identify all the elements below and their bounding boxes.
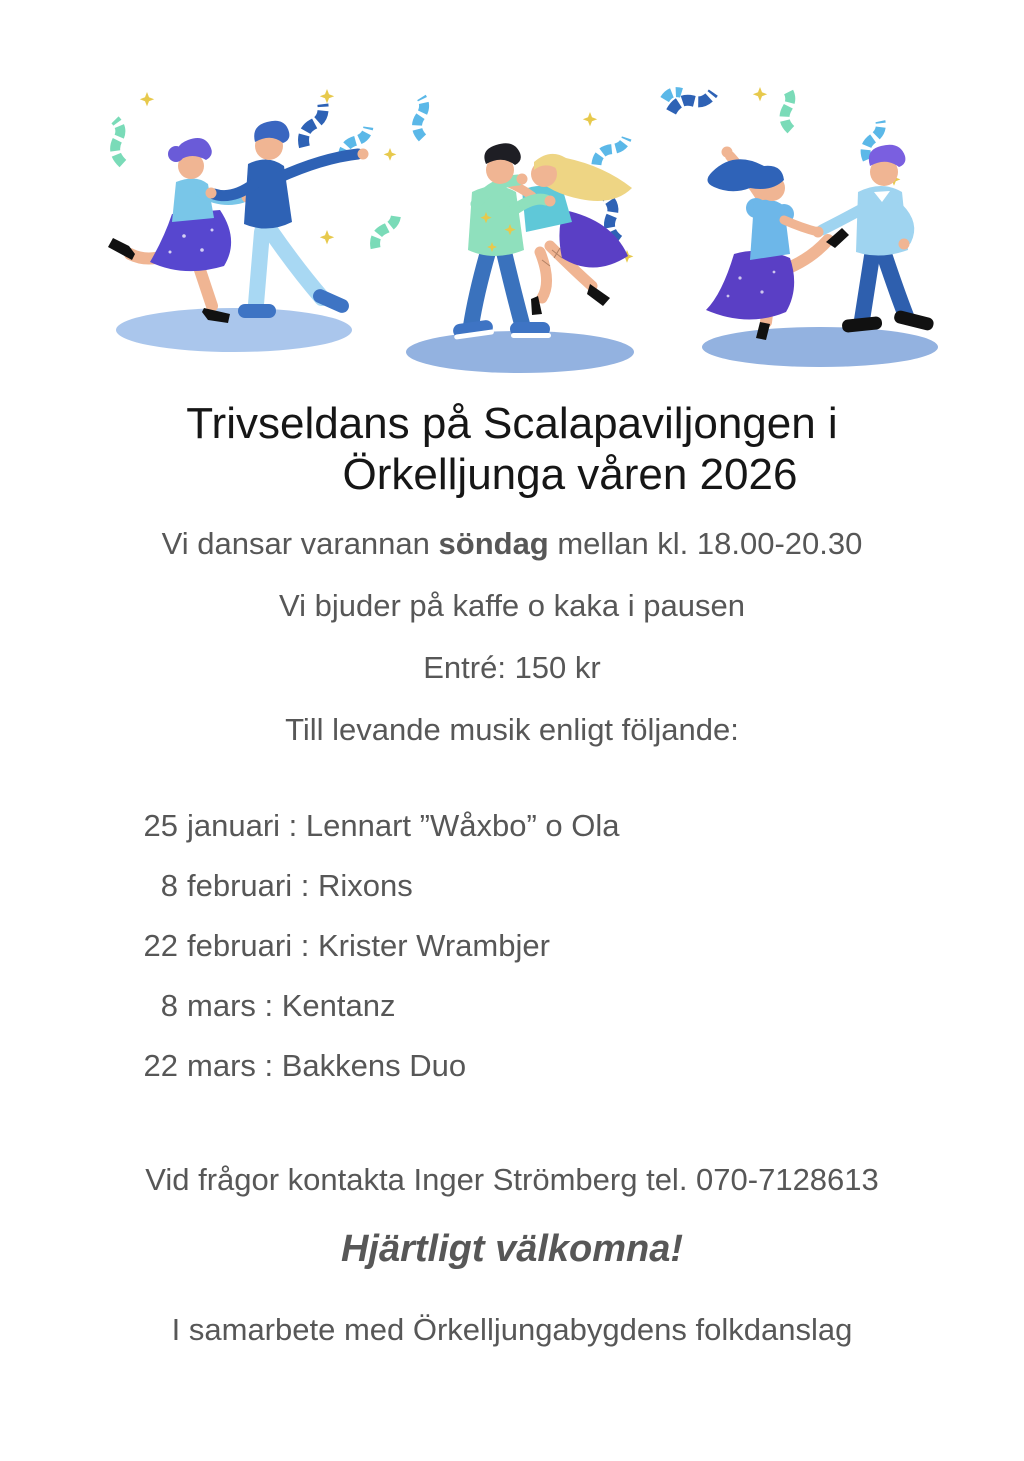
treat-line: Vi bjuder på kaffe o kaka i pausen (279, 588, 745, 623)
schedule-artist: mars : Kentanz (187, 988, 396, 1023)
intro-prefix: Vi dansar varannan (161, 526, 439, 561)
welcome-line: Hjärtligt välkomna! (340, 1228, 684, 1270)
schedule-artist: februari : Krister Wrambjer (187, 928, 550, 963)
schedule-item (140, 930, 620, 961)
schedule-day: 25 (143, 808, 178, 843)
right-couple (706, 145, 935, 340)
schedule-day: 8 (160, 988, 178, 1023)
intro-bold-word: söndag (438, 526, 549, 561)
left-couple (108, 121, 369, 323)
intro-line (0, 527, 1024, 561)
schedule-artist: januari : Lennart ”Wåxbo” o Ola (187, 808, 620, 843)
schedule-list (140, 810, 620, 1110)
schedule-day: 22 (143, 1048, 178, 1083)
schedule-artist: mars : Bakkens Duo (187, 1048, 467, 1083)
title-line-2: Örkelljunga våren 2026 (342, 450, 798, 499)
poster-title (0, 398, 1024, 500)
entry-fee-line: Entré: 150 kr (423, 650, 601, 685)
schedule-day: 8 (160, 868, 178, 903)
schedule-item (140, 1050, 620, 1081)
schedule-artist: februari : Rixons (187, 868, 413, 903)
schedule-day: 22 (143, 928, 178, 963)
dancing-couples-illustration (72, 64, 952, 376)
collaboration-line: I samarbete med Örkelljungabygdens folkdanslag (171, 1312, 853, 1347)
schedule-item (140, 870, 620, 901)
schedule-item (140, 810, 620, 841)
live-music-line: Till levande musik enligt följande: (285, 712, 739, 747)
intro-suffix: mellan kl. 18.00-20.30 (548, 526, 863, 561)
contact-line: Vid frågor kontakta Inger Strömberg tel. 070-7128613 (145, 1162, 879, 1197)
middle-couple (452, 143, 632, 340)
title-line-1: Trivseldans på Scalapaviljongen i (186, 399, 838, 448)
schedule-item (140, 990, 620, 1021)
